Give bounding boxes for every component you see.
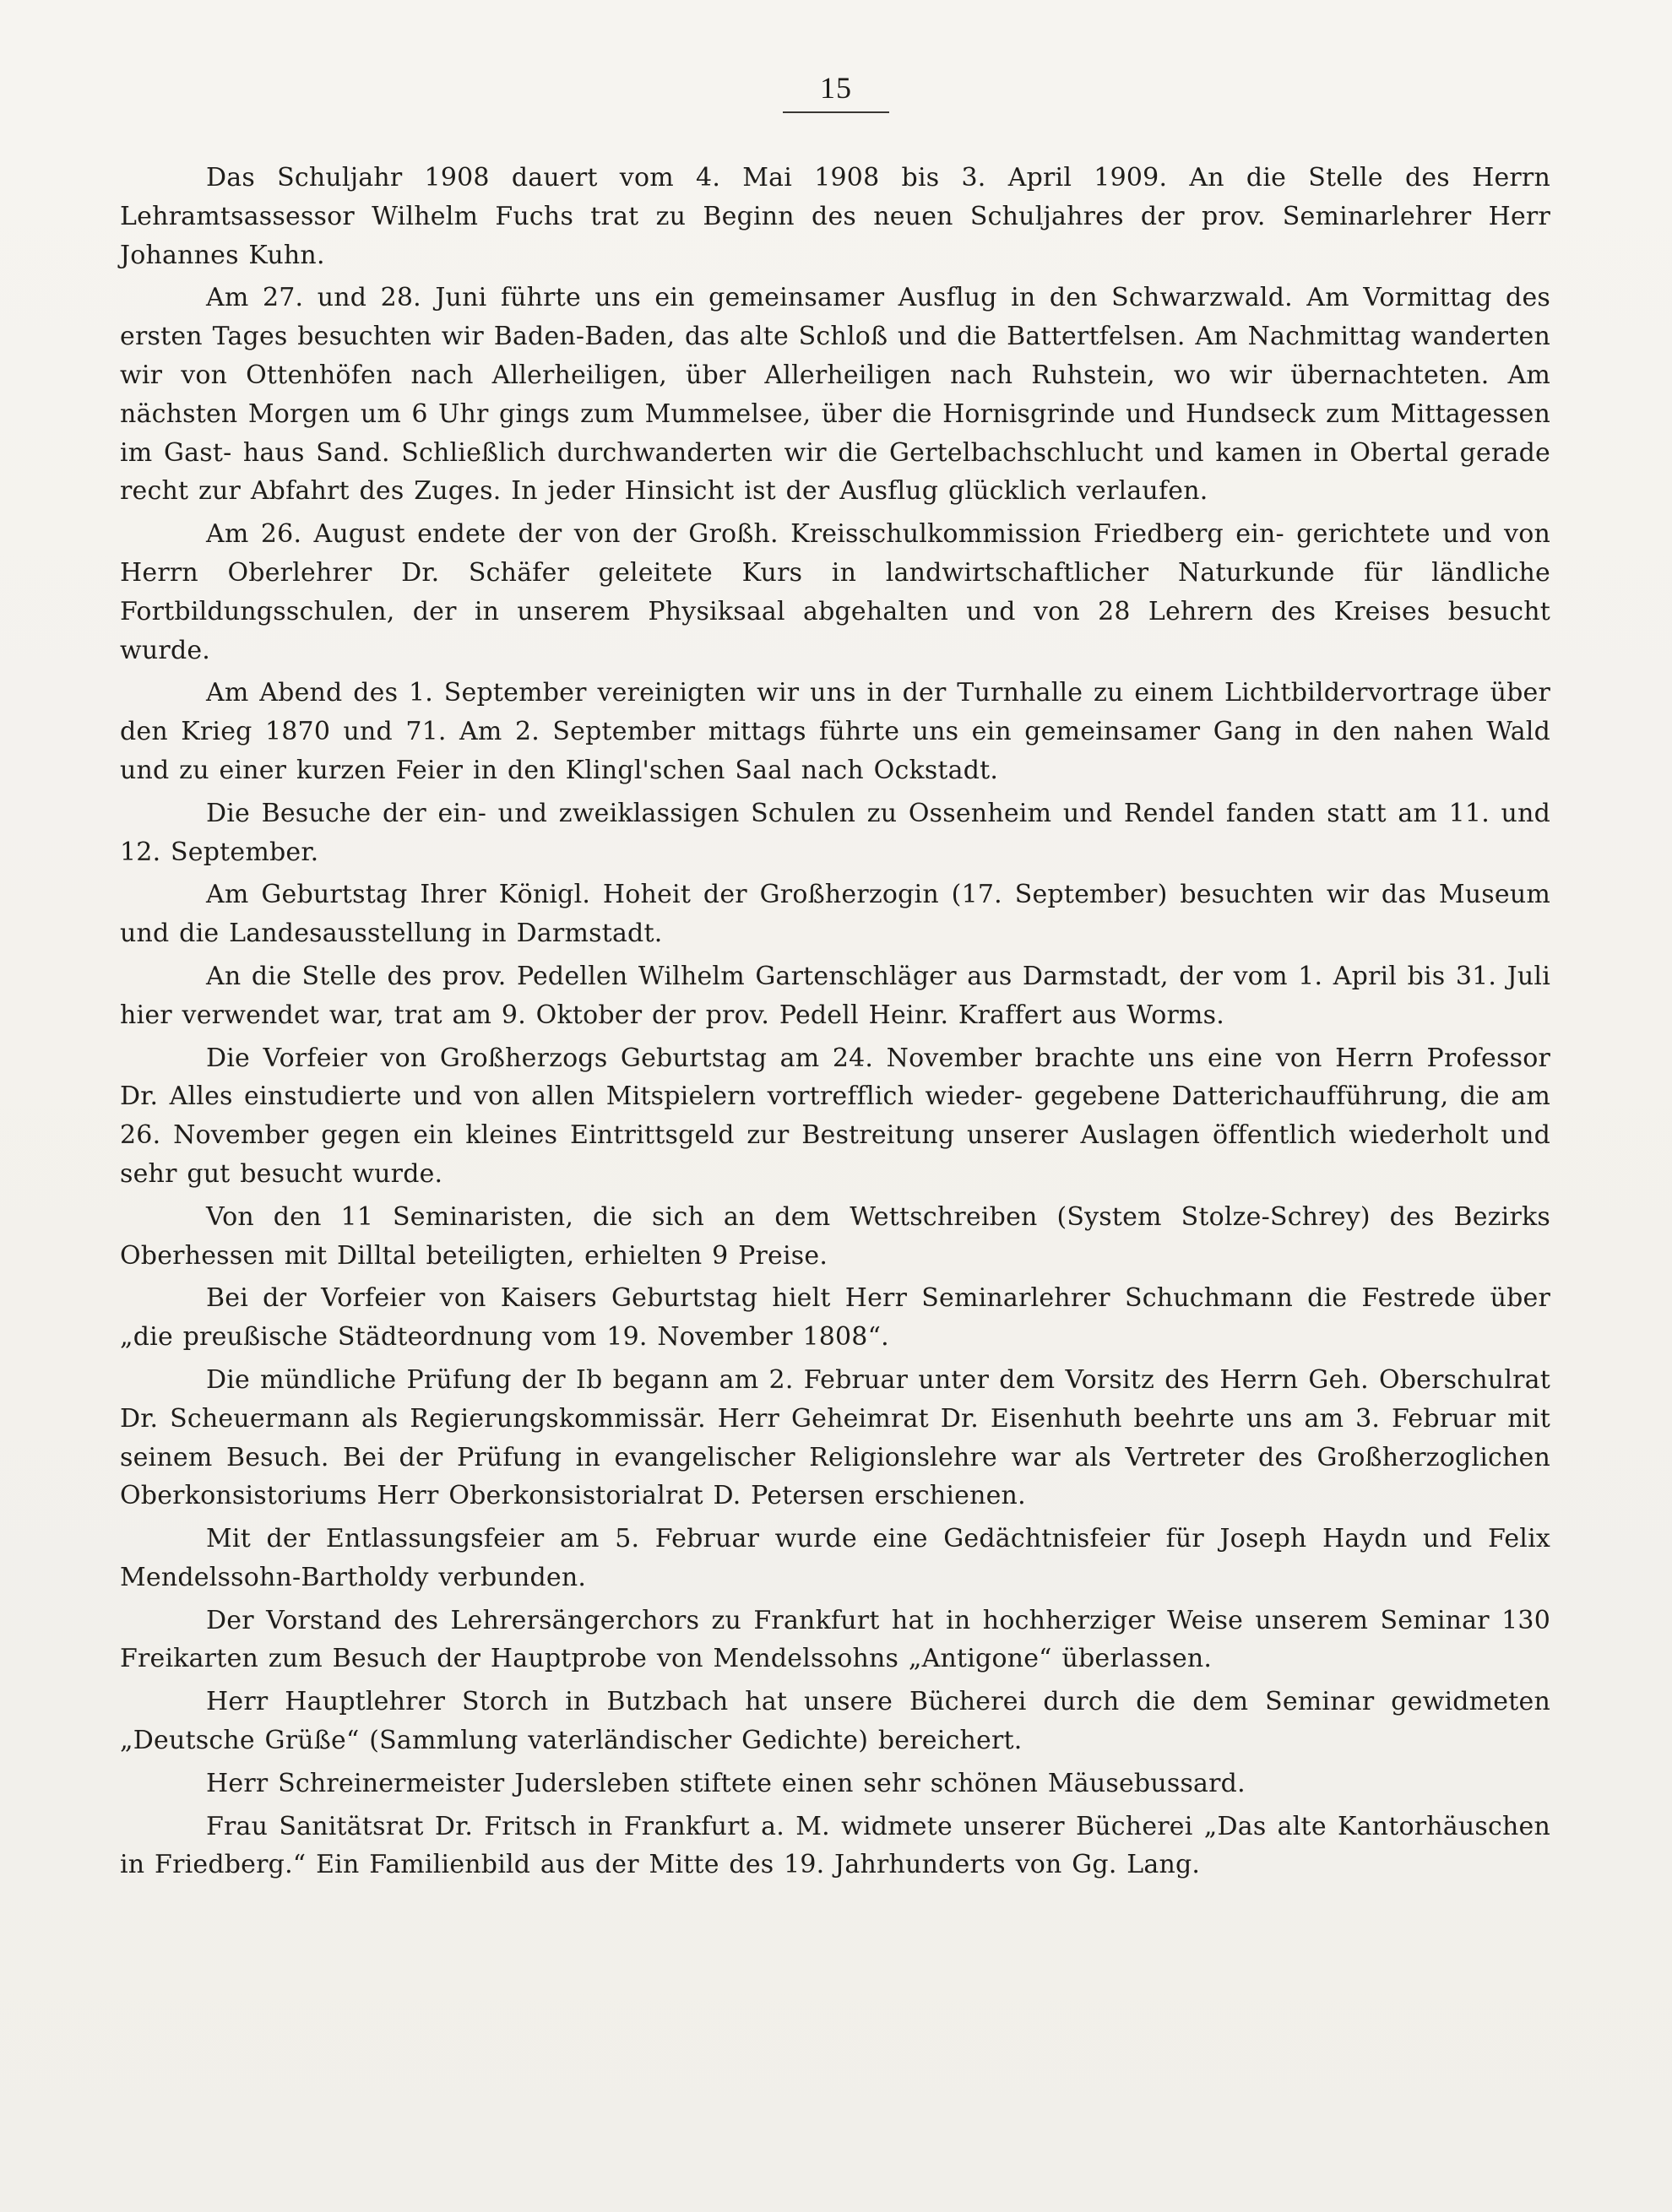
paragraph-beadle-change: An die Stelle des prov. Pedellen Wilhelm Gartenschläger aus Darmstadt, der vom 1. April bis 31. Juli hier verwendet war, trat am 9. Oktober der prov. Pedell Heinr. Kraffert aus Worms. (120, 961, 1550, 1030)
paragraph-grand-duchess-birthday: Am Geburtstag Ihrer Königl. Hoheit der Großherzogin (17. September) besuchten wir das Museum und die Landesausstellung in Darmstadt. (120, 880, 1550, 949)
paragraph-school-visits: Die Besuche der ein- und zweiklassigen Schulen zu Ossenheim und Rendel fanden statt am 11. und 12. September. (120, 798, 1550, 867)
page-number: 15 (783, 69, 889, 113)
paragraph-slide-lecture: Am Abend des 1. September vereinigten wir uns in der Turnhalle zu einem Lichtbildervortrage über den Krieg 1870 und 71. Am 2. September mittags führte uns ein gemeinsamer Gang in den nahen Wald und zu einer kurzen Feier in den Klingl'schen Saal nach Ockstadt. (120, 678, 1550, 785)
paragraph-school-year: Das Schuljahr 1908 dauert vom 4. Mai 1908 bis 3. April 1909. An die Stelle des Herrn Lehramtsassessor Wilhelm Fuchs trat zu Beginn des neuen Schuljahres der prov. Seminarlehrer Herr Johannes Kuhn. (120, 163, 1550, 270)
paragraph-library-donation-fritsch: Frau Sanitätsrat Dr. Fritsch in Frankfurt a. M. widmete unserer Bücherei „Das alte Kantorhäuschen in Friedberg.“ Ein Familienbild aus der Mitte des 19. Jahrhunderts von Gg. Lang. (120, 1811, 1550, 1880)
paragraph-stenography-contest: Von den 11 Seminaristen, die sich an dem Wettschreiben (System Stolze-Schrey) des Bezirks Oberhessen mit Dilltal beteiligten, erhielten 9 Preise. (120, 1201, 1550, 1271)
paragraph-free-tickets: Der Vorstand des Lehrersängerchors zu Frankfurt hat in hochherziger Weise unserem Seminar 130 Freikarten zum Besuch der Hauptprobe von Mendelssohns „Antigone“ überlassen. (120, 1605, 1550, 1674)
body-text (120, 159, 1550, 1884)
paragraph-grand-duke-celebration: Die Vorfeier von Großherzogs Geburtstag am 24. November brachte uns eine von Herrn Professor Dr. Alles einstudierte und von allen Mitspielern vortrefflich wieder- gegebene Datterichaufführung, die am 26. November gegen ein kleines Eintrittsgeld zur Bestreitung unserer Auslagen öffentlich wiederholt und sehr gut besucht wurde. (120, 1043, 1550, 1189)
paragraph-oral-exam: Die mündliche Prüfung der Ib begann am 2. Februar unter dem Vorsitz des Herrn Geh. Oberschulrat Dr. Scheuermann als Regierungskommissär. Herr Geheimrat Dr. Eisenhuth beehrte uns am 3. Februar mit seinem Besuch. Bei der Prüfung in evangelischer Religionslehre war als Vertreter des Großherzoglichen Oberkonsistoriums Herr Oberkonsistorialrat D. Petersen erschienen. (120, 1364, 1550, 1511)
paragraph-kaiser-birthday: Bei der Vorfeier von Kaisers Geburtstag hielt Herr Seminarlehrer Schuchmann die Festrede über „die preußische Städteordnung vom 19. November 1808“. (120, 1283, 1550, 1353)
paragraph-buzzard-donation: Herr Schreinermeister Judersleben stiftete einen sehr schönen Mäusebussard. (206, 1768, 1246, 1798)
paragraph-library-donation-storch: Herr Hauptlehrer Storch in Butzbach hat unsere Bücherei durch die dem Seminar gewidmeten „Deutsche Grüße“ (Sammlung vaterländischer Gedichte) bereichert. (120, 1687, 1550, 1756)
paragraph-black-forest-excursion: Am 27. und 28. Juni führte uns ein gemeinsamer Ausflug in den Schwarzwald. Am Vormittag des ersten Tages besuchten wir Baden-Baden, das alte Schloß und die Battertfelsen. Am Nachmittag wanderten wir von Ottenhöfen nach Allerheiligen, über Allerheiligen nach Ruhstein, wo wir übernachteten. Am nächsten Morgen um 6 Uhr gings zum Mummelsee, über die Hornisgrinde und Hundseck zum Mittagessen im Gast- haus Sand. Schließlich durchwanderten wir die Gertelbachschlucht und kamen in Obertal gerade recht zur Abfahrt des Zuges. In jeder Hinsicht ist der Ausflug glücklich verlaufen. (120, 283, 1550, 507)
paragraph-agriculture-course: Am 26. August endete der von der Großh. Kreisschulkommission Friedberg ein- gerichtete und von Herrn Oberlehrer Dr. Schäfer geleitete Kurs in landwirtschaftlicher Naturkunde für ländliche Fortbildungsschulen, der in unserem Physiksaal abgehalten und von 28 Lehrern des Kreises besucht wurde. (120, 519, 1550, 665)
page-header (0, 69, 1672, 113)
paragraph-farewell-ceremony: Mit der Entlassungsfeier am 5. Februar wurde eine Gedächtnisfeier für Joseph Haydn und Felix Mendelssohn-Bartholdy verbunden. (120, 1524, 1550, 1592)
